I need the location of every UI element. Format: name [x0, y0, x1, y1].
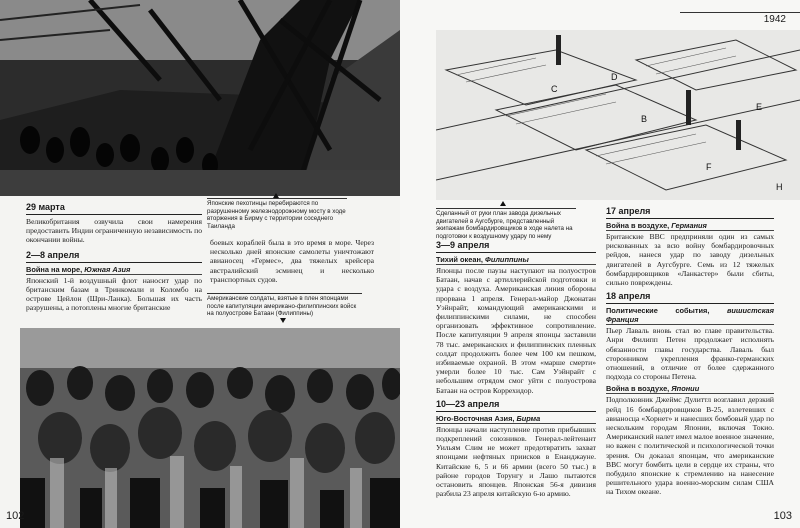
entry-text: Великобритания озвучила свои намерения предоставить Индии ограниченную независимость по окончании войны. — [26, 217, 202, 245]
photo-bridge-soldiers — [0, 0, 400, 196]
plan-caption: Сделанный от руки план завода дизельных двигателей в Аугсбурге, представленный экипажам бомбардировщиков в ходе налета на подготовки к воздушному удару по нему — [436, 208, 576, 240]
entry-text: Японский 1-й воздушный флот наносит удар по британским базам в Тринкомали и Коломбо на острове Цейлон (Шри-Ланка). Большая их часть разрушены, а потоплены многие британские — [26, 275, 202, 313]
entry-heading: Тихий океан, Филиппины — [436, 255, 596, 265]
entry-heading: Политические события, вишистская Франция — [606, 306, 774, 325]
left-column-2 — [210, 238, 374, 284]
caption-arrow-up — [500, 201, 506, 206]
svg-text:B: B — [641, 114, 648, 124]
photo-caption-bottom: Американские солдаты, взятые в плен японцами после капитуляции американо-филиппинских войск на полуострове Батаан (Филиппины) — [207, 293, 362, 318]
svg-text:F: F — [706, 162, 712, 172]
date-10-23-april: 10—23 апреля — [436, 399, 596, 412]
factory-plan-sketch — [436, 30, 800, 200]
entry-text: Пьер Лаваль вновь стал во главе правительства. Анри Филипп Петен продолжает исполнять обязанности главы государства. Лаваль был сторонником укрепления франко-германских отношений, в отличие от более сдержанного подхода со стороны Петена. — [606, 326, 774, 382]
page-number-right: 103 — [773, 510, 792, 522]
entry-text: Подполковник Джеймс Дулиттл возглавил дерзкий рейд 16 бомбардировщиков B-25, взлетевших с авианосца «Хорнет» и нанесших бомбовый удар по нескольким городам Японии, включая Токио. Американский налет имел малое военное значение, но важен с политической и психологической точки зрения. Он доказал японцам, что американские ВВС могут бомбить цели в сердце их страны, что побудило японские к стремлению на нанесение решительного удара военно-морским силам США на Тихом океане. — [606, 395, 774, 497]
entry-text: Британские ВВС предприняли один из самых рискованных за всю войну бомбардировочных рейдов, нанеся удар по заводу дизельных двигателей в Аугсбурге. Семь из 12 тяжелых бомбардировщиков «Ланкастер» были сбиты, сильно повреждены. — [606, 232, 774, 288]
svg-text:C: C — [551, 84, 558, 94]
caption-arrow-down — [280, 318, 286, 323]
left-column-1 — [26, 202, 202, 312]
right-page — [400, 0, 800, 528]
entry-heading: Юго-Восточная Азия, Бирма — [436, 414, 596, 424]
photo-prisoners — [20, 328, 400, 528]
entry-heading: Война в воздухе, Японии — [606, 384, 774, 394]
date-3-9-april: 3—9 апреля — [436, 240, 596, 253]
svg-text:H: H — [776, 182, 783, 192]
entry-text: Японцы после паузы наступают на полуостров Батаан, начав с артиллерийской подготовки и удара с воздуха. Американская линия обороны прорвана 1 апреля. Генерал-майор Джонатан Уэйнрайт, командующий американскими и филиппинскими силами, не способен организовать эффективное сопротивление. После капитуляции 9 апреля японцы заставили 78 тыс. американских и филиппинских пленных солдат продолжить более чем 100 км пешком, избиваемые охраной. В этом «марше смерти» умерли более 10 тыс. Сам Уэйнрайт с небольшим отрядом смог уйти с полуострова Батаан на остров Коррехидор. — [436, 266, 596, 395]
entry-heading: Война на море, Южная Азия — [26, 265, 202, 275]
date-17-april: 17 апреля — [606, 206, 774, 219]
caption-arrow-up — [273, 193, 279, 198]
entry-heading: Война в воздухе, Германия — [606, 221, 774, 231]
date-18-april: 18 апреля — [606, 291, 774, 304]
right-column-1 — [436, 240, 596, 498]
date-29-march: 29 марта — [26, 202, 202, 215]
svg-text:E: E — [756, 102, 763, 112]
entry-text-continued: боевых кораблей была в это время в море. Через несколько дней японские самолеты уничтожают авианосец «Гермес», два тяжелых крейсера австралийский эсминец и несколько транспортных судов. — [210, 238, 374, 284]
right-column-2 — [606, 206, 774, 497]
svg-text:D: D — [611, 72, 618, 82]
page-number-left: 102 — [6, 510, 25, 522]
date-2-8-april: 2—8 апреля — [26, 250, 202, 263]
year-header: 1942 — [680, 12, 800, 26]
entry-text: Японцы начали наступление против прибывших подкреплений союзников. Генерал-лейтенант Уильям Слим не может предотвратить захват японцами нефтяных приисков в Енанджауне. Китайские 6, 5 и 66 армии (всего 50 тыс.) в районе городов Торунгу и Лашо пытаются остановить японцев. Японская 56-я дивизия разбила 23 апреля китайскую 6-ю армию. — [436, 424, 596, 499]
photo-caption-top: Японские пехотинцы перебираются по разрушенному железнодорожному мосту в ходе вторжения в Бирму с территории соседнего Таиланда — [207, 200, 346, 230]
